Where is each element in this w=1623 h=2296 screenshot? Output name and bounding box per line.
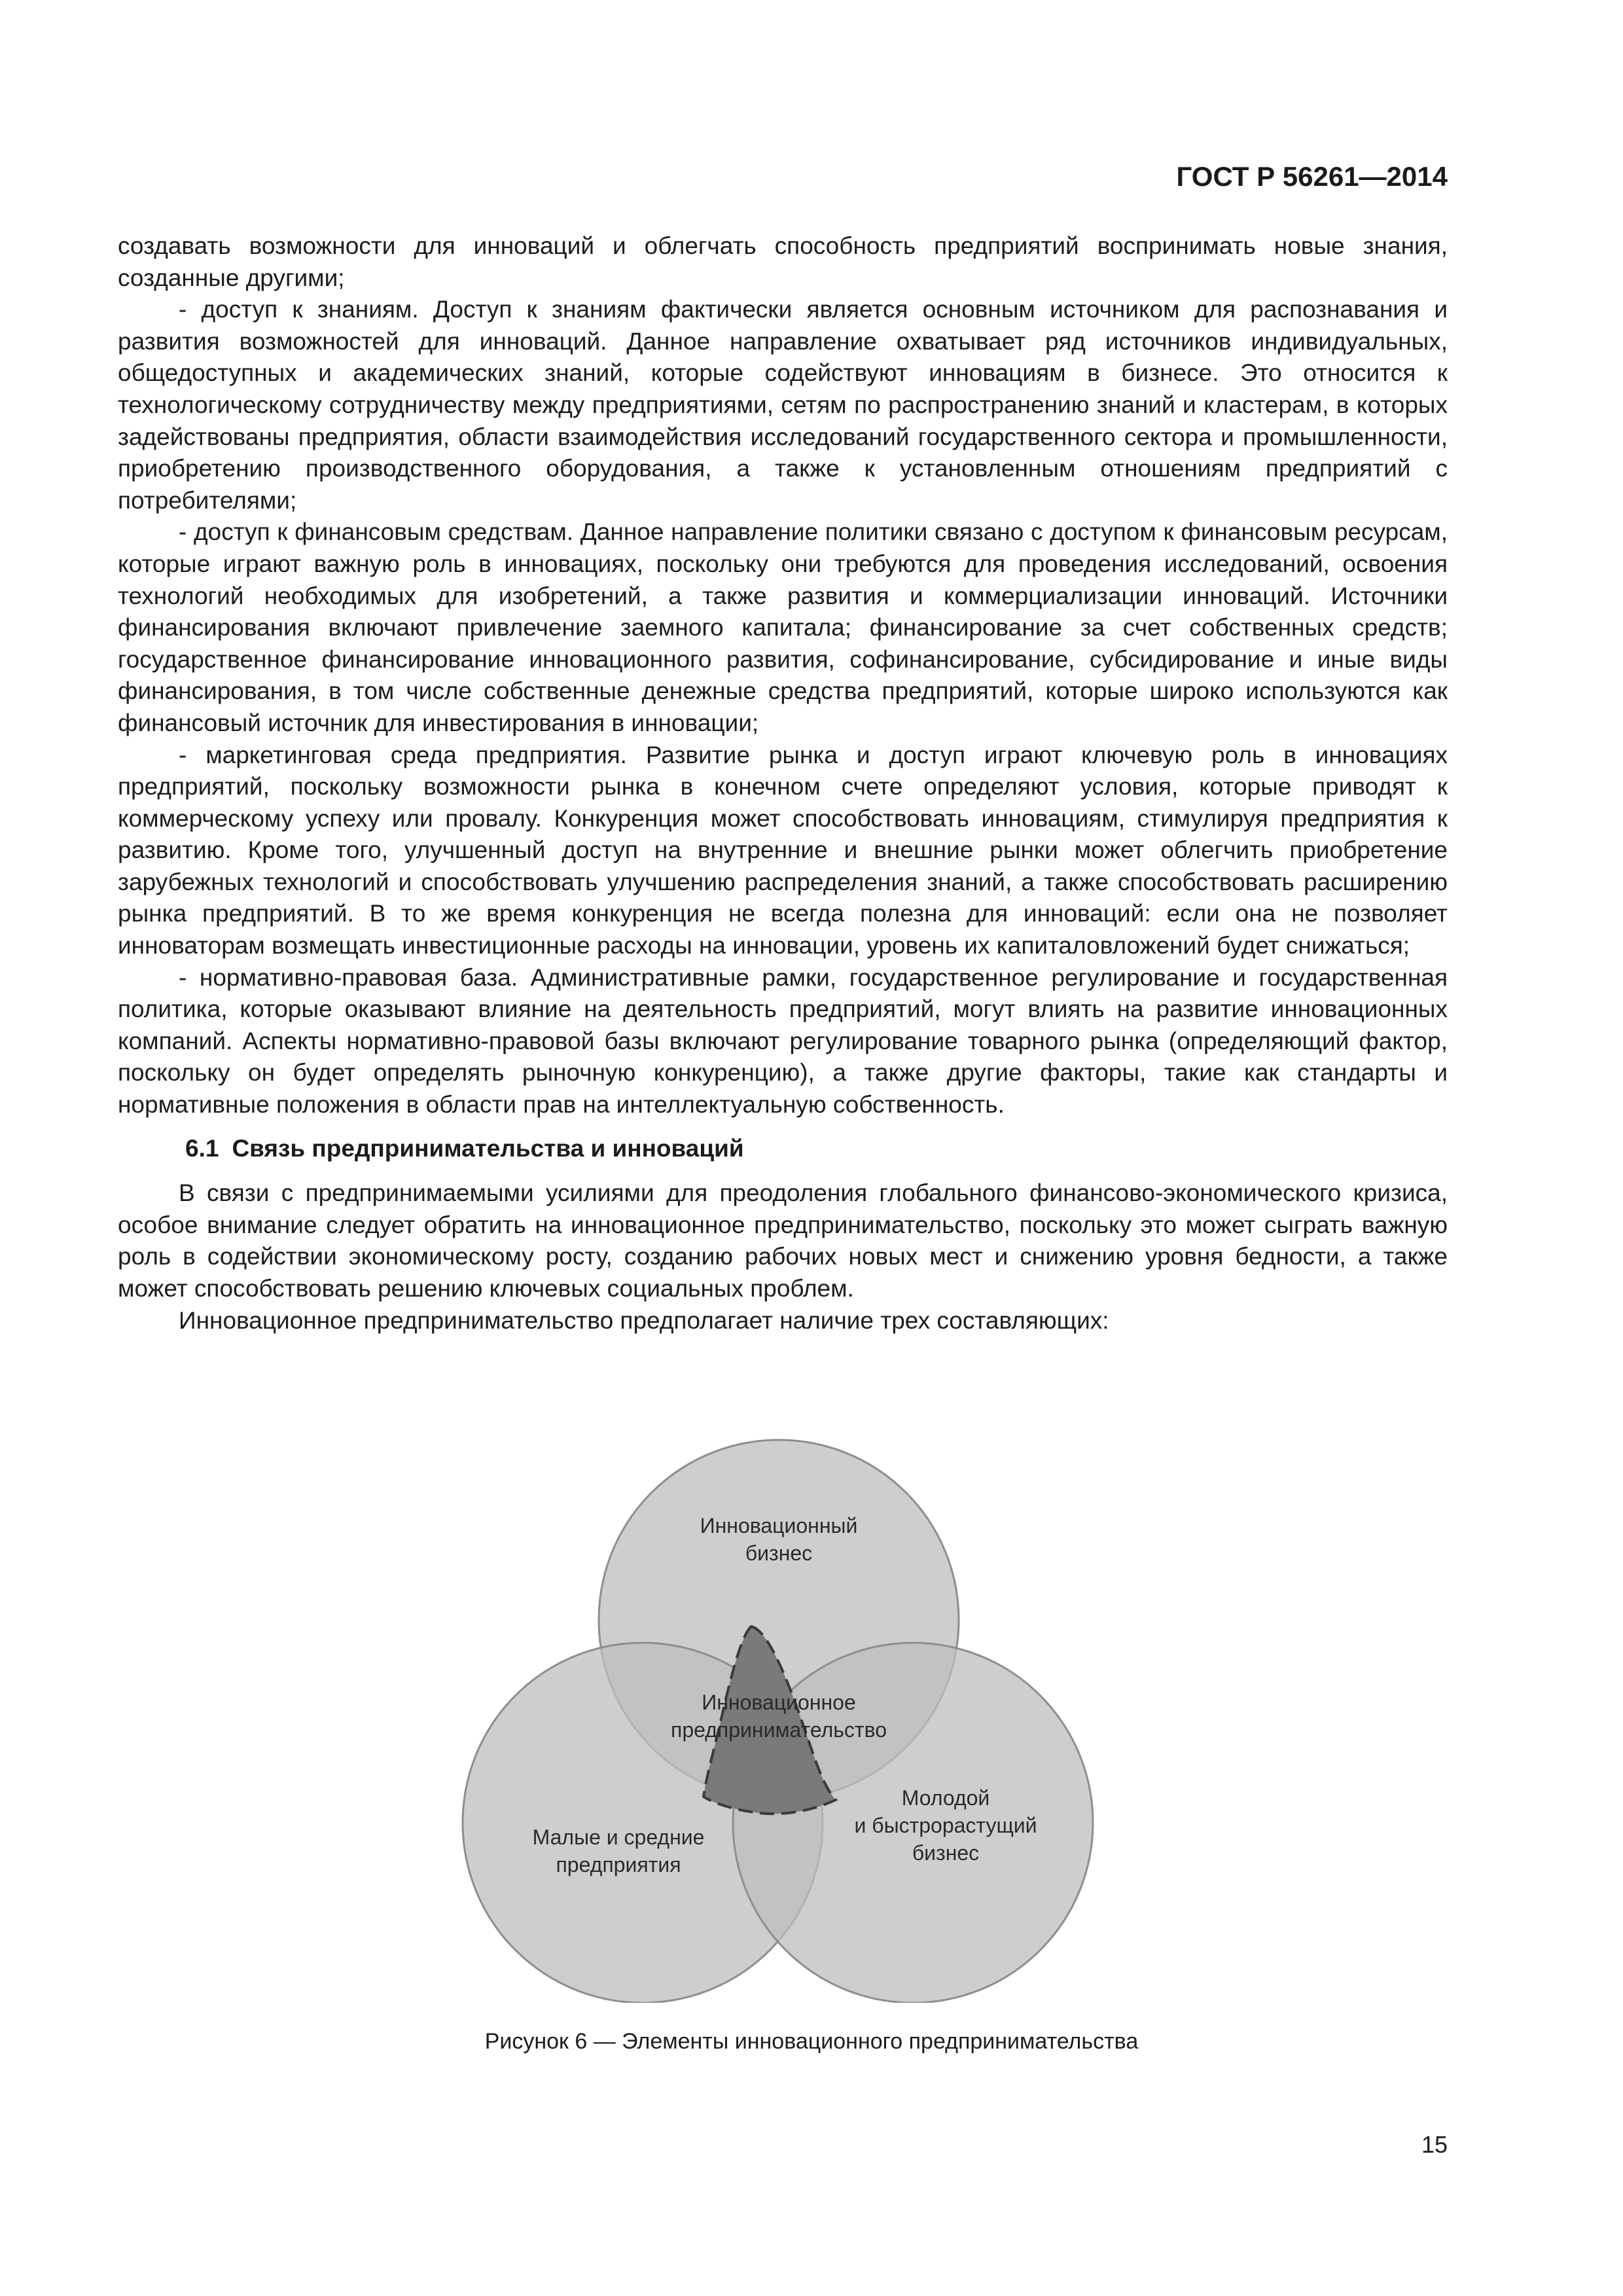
body-text bbox=[118, 230, 1448, 1336]
page-number: 15 bbox=[1421, 2131, 1448, 2158]
section-title: Связь предпринимательства и инноваций bbox=[232, 1134, 744, 1162]
label-small-medium-enterprises: Малые и средние предприятия bbox=[532, 1825, 705, 1876]
label-innovative-entrepreneurship: Инновационное предпринимательство bbox=[671, 1691, 887, 1742]
paragraph-finance-access: - доступ к финансовым средствам. Данное направление политики связано с доступом к финансовым ресурсам, которые играют важную роль в инновациях, поскольку они требуются для проведения исследований, освоения технологий необходимых для изобретений, а также развития и коммерциализации инноваций. Источники финансирования включают привлечение заемного капитала; финансирование за счет собственных средств; государственное финансирование инновационного развития, софинансирование, субсидирование и иные виды финансирования, в том числе собственные денежные средства предприятий, которые широко используются как финансовый источник для инвестирования в инновации; bbox=[118, 518, 1448, 736]
paragraph-knowledge-access: - доступ к знаниям. Доступ к знаниям фактически является основным источником для распознавания и развития возможностей для инноваций. Данное направление охватывает ряд источников индивидуальных, общедоступных и академических знаний, которые содействуют инновациям в бизнесе. Это относится к технологическому сотрудничеству между предприятиями, сетям по распространению знаний и кластерам, в которых задействованы предприятия, области взаимодействия исследований государственного сектора и промышленности, приобретению производственного оборудования, а также к установленным отношениям предприятий с потребителями; bbox=[118, 296, 1448, 514]
document-header: ГОСТ Р 56261—2014 bbox=[1176, 161, 1448, 192]
paragraph-regulation: - нормативно-правовая база. Административные рамки, государственное регулирование и государственная политика, которые оказывают влияние на деятельность предприятий, могут влиять на развитие инновационных компаний. Аспекты нормативно-правовой базы включают регулирование товарного рынка (определяющий фактор, поскольку он будет определять рыночную конкуренцию), а также другие факторы, такие как стандарты и нормативные положения в области прав на интеллектуальную собственность. bbox=[118, 963, 1448, 1119]
paragraph-marketing: - маркетинговая среда предприятия. Развитие рынка и доступ играют ключевую роль в инновациях предприятий, поскольку возможности рынка в конечном счете определяют условия, которые приводят к коммерческому успеху или провалу. Конкуренция может способствовать инновациям, стимулируя предприятия к развитию. Кроме того, улучшенный доступ на внутренние и внешние рынки может облегчить приобретение зарубежных технологий и способствовать улучшению распределения знаний, а также способствовать расширению рынка предприятий. В то же время конкуренция не всегда полезна для инноваций: если она не позволяет инноваторам возмещать инвестиционные расходы на инновации, уровень их капиталовложений будет снижаться; bbox=[118, 741, 1448, 960]
section-number: 6.1 bbox=[185, 1134, 219, 1162]
label-fast-growing-business: Молодой и быстрорастущий бизнес bbox=[854, 1786, 1037, 1865]
venn-diagram bbox=[458, 1433, 1099, 2003]
label-innovative-business: Инновационный бизнес bbox=[700, 1514, 858, 1565]
figure-caption: Рисунок 6 — Элементы инновационного предпринимательства bbox=[484, 2029, 1139, 2054]
section-heading bbox=[118, 1133, 1448, 1165]
paragraph: создавать возможности для инноваций и облегчать способность предприятий воспринимать новые знания, созданные другими; bbox=[118, 232, 1448, 291]
paragraph: Инновационное предпринимательство предполагает наличие трех составляющих: bbox=[179, 1306, 1109, 1334]
paragraph: В связи с предпринимаемыми усилиями для преодоления глобального финансово-экономического кризиса, особое внимание следует обратить на инновационное предпринимательство, поскольку это может сыграть важную роль в содействии экономическому росту, созданию рабочих новых мест и снижению уровня бедности, а также может способствовать решению ключевых социальных проблем. bbox=[118, 1179, 1448, 1302]
